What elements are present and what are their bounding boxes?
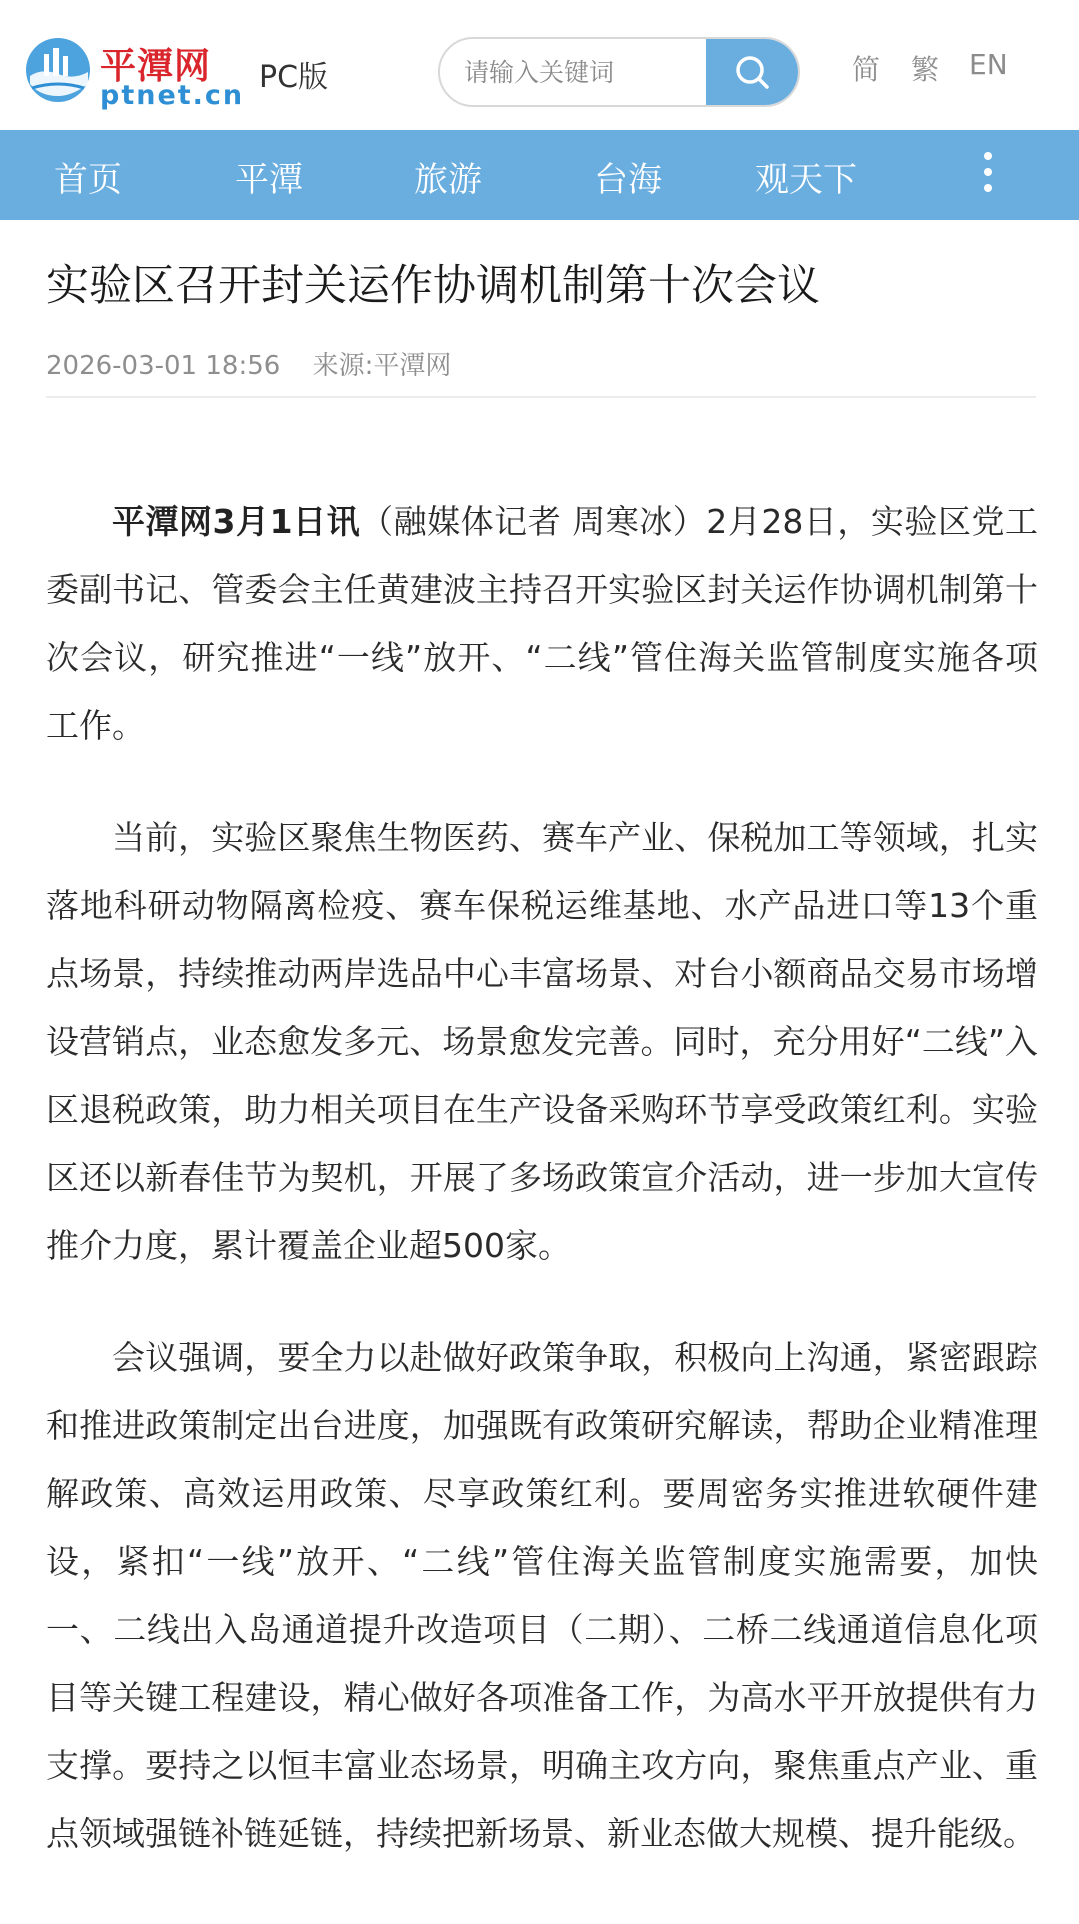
search-button[interactable] (706, 39, 798, 105)
lang-simplified[interactable]: 简 (852, 53, 881, 86)
lang-english[interactable]: EN (969, 48, 1008, 81)
logo-text-cn: 平潭网 (100, 45, 212, 87)
pc-version-link[interactable]: PC版 (259, 60, 329, 95)
article-meta (46, 345, 451, 382)
article-title: 实验区召开封关运作协调机制第十次会议 (46, 261, 820, 311)
article-body (46, 488, 1038, 1912)
nav-item-pingtan[interactable]: 平潭 (235, 160, 303, 200)
article-paragraph: 会议强调，要全力以赴做好政策争取，积极向上沟通，紧密跟踪和推进政策制定出台进度，加强既有政策研究解读，帮助企业精准理解政策、高效运用政策、尽享政策红利。要周密务实推进软硬件建设，紧扣“一线”放开、“二线”管住海关监管制度实施需要，加快一、二线出入岛通道提升改造项目（二期）、二桥二线通道信息化项目等关键工程建设，精心做好各项准备工作，为高水平开放提供有力支撑。要持之以恒丰富业态场景，明确主攻方向，聚焦重点产业、重点领域强链补链延链，持续把新场景、新业态做大规模、提升能级。 (46, 1338, 1038, 1853)
nav-item-world[interactable]: 观天下 (755, 160, 857, 200)
site-header (0, 0, 1079, 130)
article-datetime: 2026-03-01 18:56 (46, 351, 281, 381)
article-paragraph (46, 488, 1038, 760)
nav-item-taihai[interactable]: 台海 (594, 160, 662, 200)
logo-text-en: ptnet.cn (100, 80, 245, 111)
article-lead-text: （融媒体记者 周寒冰）2月28日，实验区党工委副书记、管委会主任黄建波主持召开实验区封关运作协调机制第十次会议，研究推进“一线”放开、“二线”管住海关监管制度实施各项工作。 (46, 502, 1038, 745)
title-divider (46, 396, 1036, 398)
search-box (438, 37, 800, 107)
main-nav (0, 130, 1079, 220)
nav-item-home[interactable]: 首页 (54, 160, 122, 200)
nav-item-travel[interactable]: 旅游 (414, 160, 482, 200)
logo-emblem-icon (22, 36, 94, 108)
search-input[interactable] (440, 39, 708, 105)
more-menu-icon[interactable] (976, 152, 1000, 198)
article-paragraph: 当前，实验区聚焦生物医药、赛车产业、保税加工等领域，扎实落地科研动物隔离检疫、赛车保税运维基地、水产品进口等13个重点场景，持续推动两岸选品中心丰富场景、对台小额商品交易市场增设营销点，业态愈发多元、场景愈发完善。同时，充分用好“二线”入区退税政策，助力相关项目在生产设备采购环节享受政策红利。实验区还以新春佳节为契机，开展了多场政策宣介活动，进一步加大宣传推介力度，累计覆盖企业超500家。 (46, 818, 1038, 1265)
article-lead-bold: 平潭网3月1日讯 (112, 502, 361, 541)
article-source: 来源:平潭网 (312, 351, 452, 381)
search-icon (732, 52, 772, 92)
lang-traditional[interactable]: 繁 (911, 53, 940, 86)
site-logo[interactable] (22, 36, 245, 111)
